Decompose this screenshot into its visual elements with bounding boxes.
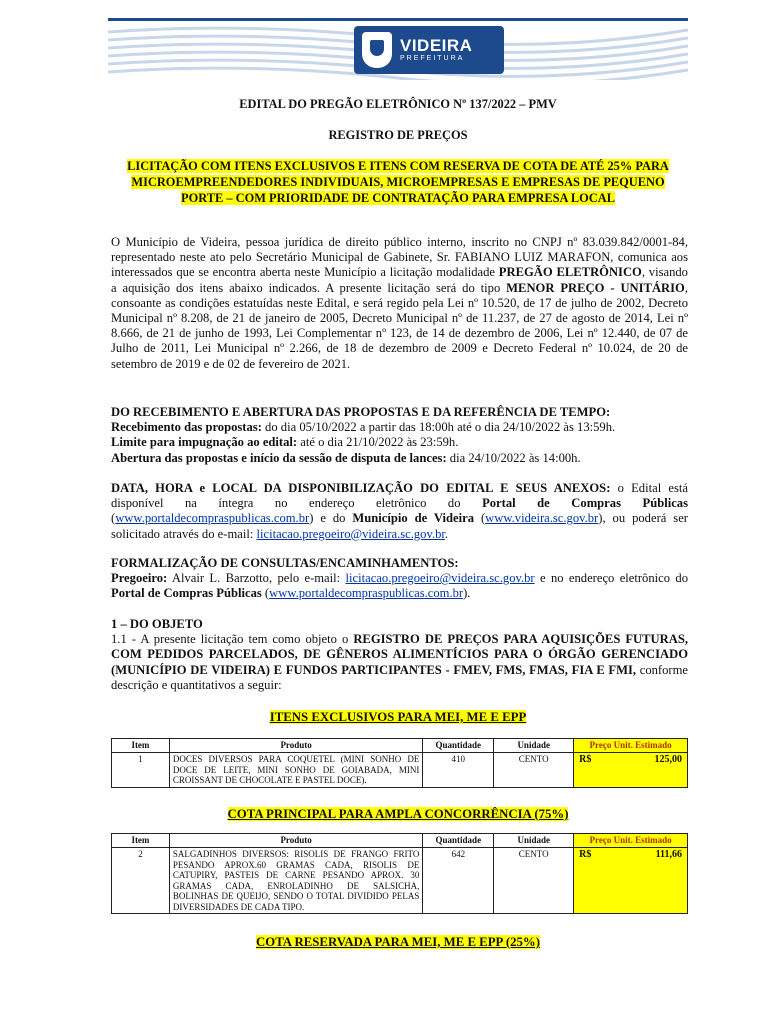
- header-banner: [108, 18, 688, 80]
- receipt-section: [111, 405, 688, 466]
- document-subtitle: REGISTRO DE PREÇOS: [328, 128, 468, 142]
- table-header-row: Item Produto Quantidade Unidade Preço Unit. Estimado: [112, 739, 688, 753]
- videira-logo: [354, 26, 504, 74]
- object-section: [111, 617, 688, 693]
- videira-site-link[interactable]: www.videira.sc.gov.br: [485, 511, 599, 526]
- section-title-exclusive: ITENS EXCLUSIVOS PARA MEI, ME E EPP: [269, 710, 527, 724]
- section-title-reserved: COTA RESERVADA PARA MEI, ME E EPP (25%): [256, 935, 540, 949]
- intro-paragraph: O Município de Videira, pessoa jurídica de direito público interno, inscrito no CNPJ nº 83.039.842/0001-84, representado neste ato pelo Secretário Municipal de Gabinete, Sr. FABIANO LUIZ MARAFON, comunica aos interessados que se encontra aberta neste Município a licitação modalidade PREGÃO ELETRÔNICO, visando a aquisição dos itens abaixo indicados. A presente licitação será do tipo MENOR PREÇO - UNITÁRIO, consoante as condições estatuídas neste Edital, e será regido pela Lei nº 10.520, de 17 de julho de 2002, Decreto Municipal nº 8.208, de 21 de janeiro de 2005, Decreto Municipal nº de 11.237, de 27 de agosto de 2014, Lei nº 8.666, de 21 de junho de 1993, Lei Complementar nº 123, de 14 de dezembro de 2006, Lei nº 12.440, de 07 de Julho de 2011, Lei Municipal nº 2.266, de 18 de dezembro de 2009 e Decreto Federal nº 10.024, de 20 de setembro de 2019 e de 02 de fevereiro de 2021.: [111, 235, 688, 371]
- table-row: 1 DOCES DIVERSOS PARA COQUETEL (MINI SONHO DE DOCE DE LEITE, MINI SONHO DE GOIABADA, MINI CROISSANT DE CHOCOLATE E PASTEL DOCE). 410 CENTO R$ 125,00: [112, 753, 688, 788]
- highlight-heading: LICITAÇÃO COM ITENS EXCLUSIVOS E ITENS COM RESERVA DE COTA DE ATÉ 25% PARA MICROEMPREENDEDORES INDIVIDUAIS, MICROEMPRESAS E EMPRESAS DE PEQUENO PORTE – COM PRIORIDADE DE CONTRATAÇÃO PARA EMPRESA LOCAL: [127, 159, 669, 205]
- document-title: EDITAL DO PREGÃO ELETRÔNICO Nº 137/2022 – PMV: [239, 97, 557, 111]
- object-heading: 1 – DO OBJETO: [111, 617, 203, 631]
- table-header-row: Item Produto Quantidade Unidade Preço Unit. Estimado: [112, 834, 688, 848]
- table-row: 2 SALGADINHOS DIVERSOS: RISOLIS DE FRANGO FRITO PESANDO APROX.60 GRAMAS CADA, RISOLIS DE CATUPIRY, PASTEIS DE CARNE PESANDO APROX. 30 GRAMAS CADA, ENROLADINHO DE SALSICHA, BOLINHAS DE QUEIJO, SENDO O TOTAL DIVIDIDO PELAS DIVERSIDADES DE CADA TIPO. 642 CENTO R$ 111,66: [112, 848, 688, 914]
- items-table-exclusive: [111, 738, 688, 788]
- object-text: 1.1 - A presente licitação tem como objeto o REGISTRO DE PREÇOS PARA AQUISIÇÕES FUTURAS, COM PEDIDOS PARCELADOS, DE GÊNEROS ALIMENTÍCIOS PARA O ÓRGÃO GERENCIADO (MUNICÍPIO DE VIDEIRA) E FUNDOS PARTICIPANTES - FMEV, FMS, FMAS, FIA E FMI, conforme descrição e quantitativos a seguir:: [111, 632, 688, 692]
- consultation-section: [111, 556, 688, 602]
- availability-paragraph: DATA, HORA e LOCAL DA DISPONIBILIZAÇÃO DO EDITAL E SEUS ANEXOS: o Edital está disponível na íntegra no endereço eletrônico do Portal de Compras Públicas (www.portaldecompraspublicas.com.br) e do Município de Videira (www.videira.sc.gov.br), ou poderá ser solicitado através do e-mail: licitacao.pregoeiro@videira.sc.gov.br.: [111, 481, 688, 541]
- logo-subtitle: PREFEITURA: [400, 55, 465, 62]
- portal-link-2[interactable]: www.portaldecompraspublicas.com.br: [269, 586, 464, 601]
- logo-name: VIDEIRA: [400, 36, 473, 55]
- consultation-text: Pregoeiro: Alvair L. Barzotto, pelo e-mail: licitacao.pregoeiro@videira.sc.gov.br e no endereço eletrônico do Portal de Compras Públicas (www.portaldecompraspublicas.com.br).: [111, 571, 688, 601]
- portal-link[interactable]: www.portaldecompraspublicas.com.br: [115, 511, 310, 526]
- pregoeiro-email-link[interactable]: licitacao.pregoeiro@videira.sc.gov.br: [256, 526, 445, 541]
- pregoeiro-email-link-2[interactable]: licitacao.pregoeiro@videira.sc.gov.br: [345, 571, 535, 586]
- consultation-heading: FORMALIZAÇÃO DE CONSULTAS/ENCAMINHAMENTOS:: [111, 556, 459, 570]
- city-crest-icon: [362, 32, 392, 68]
- receipt-line-1: Recebimento das propostas: do dia 05/10/2022 a partir das 18:00h até o dia 24/10/2022 às 13:59h.: [111, 420, 616, 435]
- section-title-principal: COTA PRINCIPAL PARA AMPLA CONCORRÊNCIA (75%): [227, 807, 569, 821]
- header-top-line: [108, 18, 688, 21]
- receipt-line-3: Abertura das propostas e início da sessão de disputa de lances: dia 24/10/2022 às 14:00h.: [111, 450, 581, 465]
- receipt-heading: DO RECEBIMENTO E ABERTURA DAS PROPOSTAS E DA REFERÊNCIA DE TEMPO:: [111, 405, 611, 419]
- items-table-principal: [111, 833, 688, 914]
- receipt-line-2: Limite para impugnação ao edital: até o dia 21/10/2022 às 23:59h.: [111, 435, 459, 450]
